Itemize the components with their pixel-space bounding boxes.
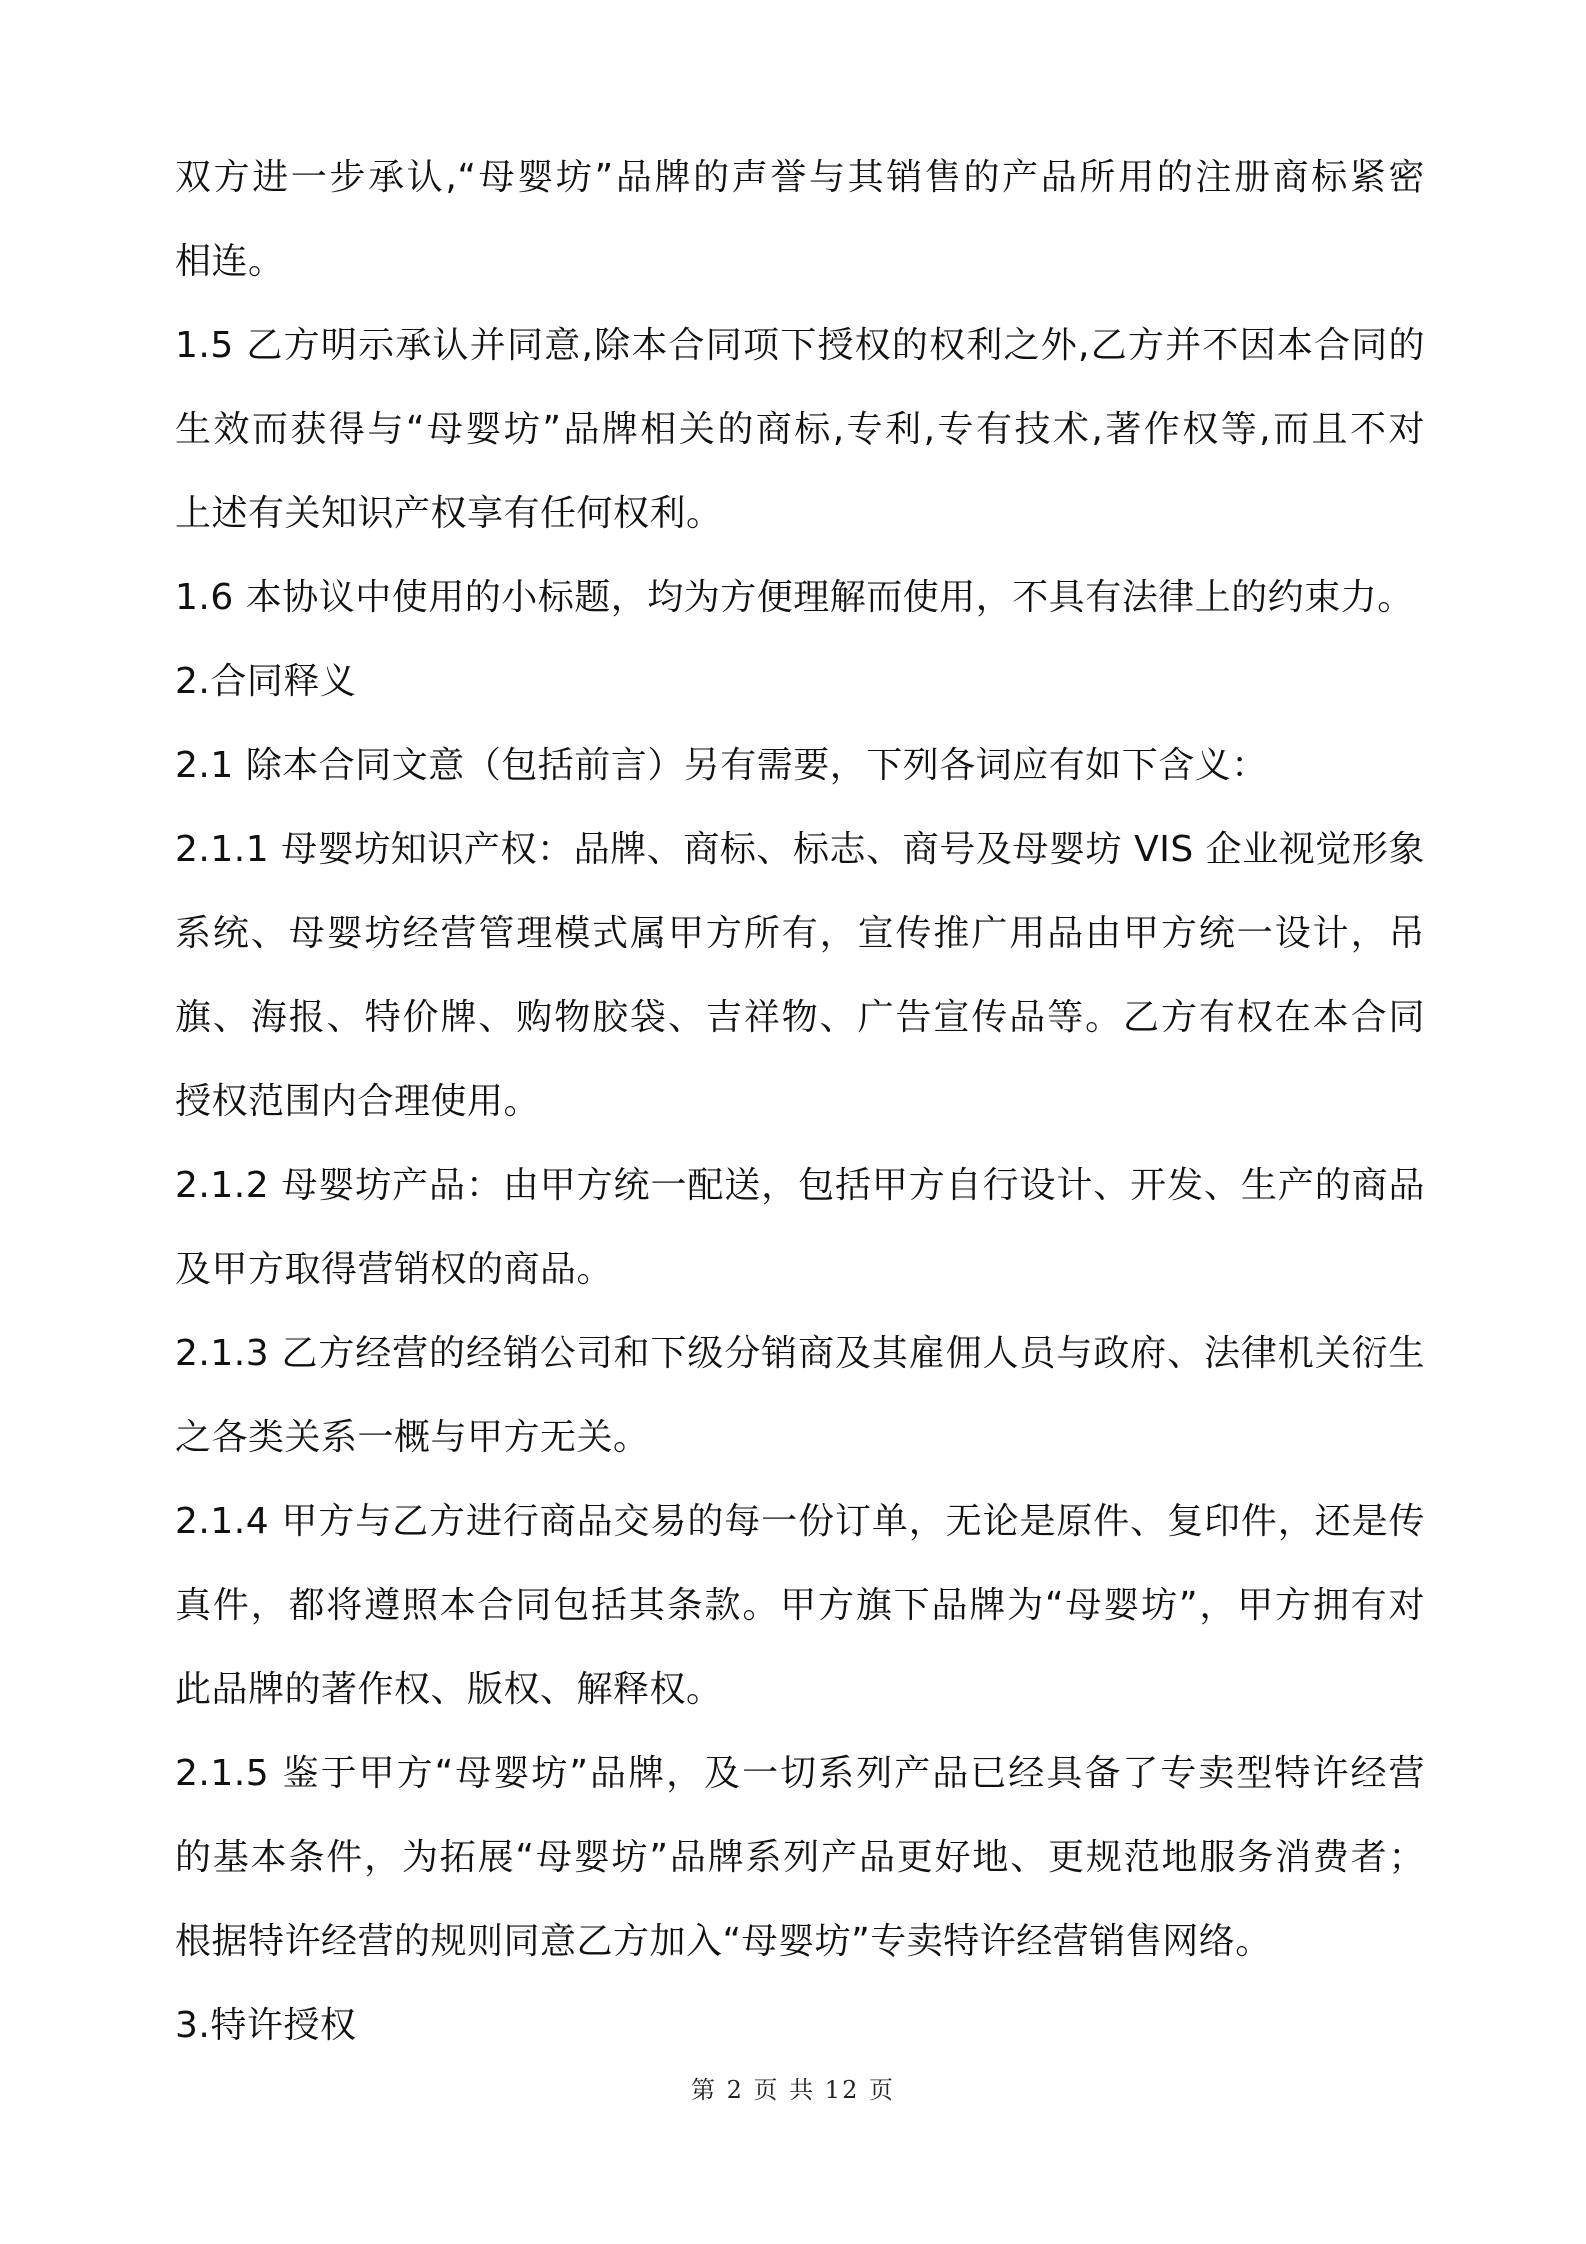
paragraph-line: 2.1.4 甲方与乙方进行商品交易的每一份订单，无论是原件、复印件，还是传 (175, 1501, 1425, 1542)
paragraph-line: 系统、母婴坊经营管理模式属甲方所有，宣传推广用品由甲方统一设计，吊 (175, 913, 1425, 954)
paragraph-line: 此品牌的著作权、版权、解释权。 (175, 1669, 723, 1710)
paragraph-line: 授权范围内合理使用。 (175, 1081, 541, 1122)
document-body (175, 136, 1425, 2068)
paragraph-line: 上述有关知识产权享有任何权利。 (175, 493, 723, 534)
paragraph-line: 1.5 乙方明示承认并同意,除本合同项下授权的权利之外,乙方并不因本合同的 (175, 325, 1425, 366)
paragraph-line: 生效而获得与“母婴坊”品牌相关的商标,专利,专有技术,著作权等,而且不对 (175, 409, 1425, 450)
paragraph-line: 旗、海报、特价牌、购物胶袋、吉祥物、广告宣传品等。乙方有权在本合同 (175, 997, 1425, 1038)
section-heading: 2.合同释义 (175, 661, 357, 702)
paragraph-line: 相连。 (175, 241, 285, 282)
paragraph-line: 2.1 除本合同文意（包括前言）另有需要，下列各词应有如下含义： (175, 745, 1268, 786)
paragraph-line: 的基本条件，为拓展“母婴坊”品牌系列产品更好地、更规范地服务消费者； (175, 1837, 1425, 1878)
paragraph-line: 真件，都将遵照本合同包括其条款。甲方旗下品牌为“母婴坊”，甲方拥有对 (175, 1585, 1425, 1626)
paragraph-line: 及甲方取得营销权的商品。 (175, 1249, 614, 1290)
paragraph-line: 双方进一步承认,“母婴坊”品牌的声誉与其销售的产品所用的注册商标紧密 (175, 157, 1425, 198)
paragraph-line: 2.1.3 乙方经营的经销公司和下级分销商及其雇佣人员与政府、法律机关衍生 (175, 1333, 1425, 1374)
paragraph-line: 2.1.2 母婴坊产品：由甲方统一配送，包括甲方自行设计、开发、生产的商品 (175, 1165, 1425, 1206)
section-heading: 3.特许授权 (175, 2005, 357, 2046)
paragraph-line: 2.1.1 母婴坊知识产权：品牌、商标、标志、商号及母婴坊 VIS 企业视觉形象 (175, 829, 1425, 870)
page-number-footer: 第 2 页 共 12 页 (691, 2076, 895, 2104)
paragraph-line: 之各类关系一概与甲方无关。 (175, 1417, 650, 1458)
paragraph-line: 2.1.5 鉴于甲方“母婴坊”品牌，及一切系列产品已经具备了专卖型特许经营 (175, 1753, 1425, 1794)
paragraph-line: 1.6 本协议中使用的小标题，均为方便理解而使用，不具有法律上的约束力。 (175, 577, 1414, 618)
paragraph-line: 根据特许经营的规则同意乙方加入“母婴坊”专卖特许经营销售网络。 (175, 1921, 1272, 1962)
